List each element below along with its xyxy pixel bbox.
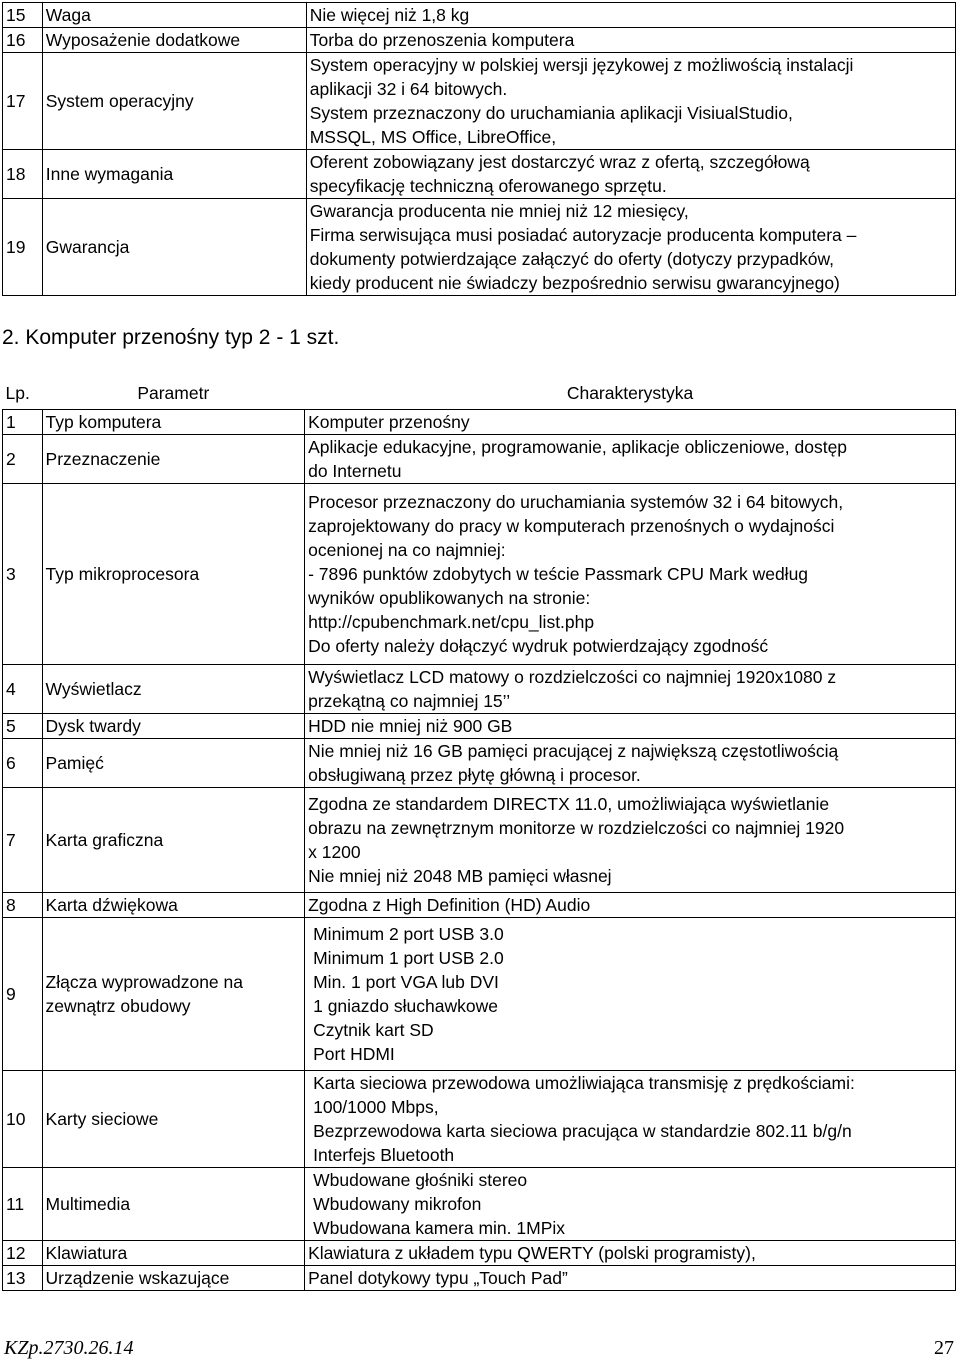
parameter-name: System operacyjny <box>42 53 306 150</box>
characteristic-line: Wyświetlacz LCD matowy o rozdzielczości co najmniej 1920x1080 z <box>308 667 837 687</box>
table-row <box>3 1168 956 1241</box>
section-heading: 2. Komputer przenośny typ 2 - 1 szt. <box>2 326 340 349</box>
characteristic-line: obsługiwaną przez płytę główną i procesor. <box>308 765 641 785</box>
parameter-name: Waga <box>42 3 306 28</box>
characteristic-line: x 1200 <box>308 842 361 862</box>
characteristic-line: Torba do przenoszenia komputera <box>309 30 575 50</box>
parameter-name-line: Typ komputera <box>45 412 162 432</box>
header-characteristics: Charakterystyka <box>305 377 956 410</box>
characteristic-line: Aplikacje edukacyjne, programowanie, aplikacje obliczeniowe, dostęp <box>308 437 848 457</box>
parameter-name: Wyposażenie dodatkowe <box>42 28 306 53</box>
parameter-name-line: Multimedia <box>45 1194 131 1214</box>
characteristic-line: 1 gniazdo słuchawkowe <box>313 996 498 1016</box>
spec-table-laptop-type-2 <box>2 377 956 1291</box>
page-number: 27 <box>934 1337 954 1359</box>
characteristic-line: obrazu na zewnętrznym monitorze w rozdzielczości co najmniej 1920 <box>308 818 845 838</box>
parameter-name-line: Złącza wyprowadzone na <box>45 972 243 992</box>
table-row <box>3 918 956 1071</box>
characteristic-line: Nie więcej niż 1,8 kg <box>309 5 470 25</box>
characteristic <box>306 28 955 53</box>
characteristic <box>305 918 956 1071</box>
row-number: 7 <box>3 788 43 893</box>
characteristic-line: Nie mniej niż 16 GB pamięci pracującej z największą częstotliwością <box>308 741 839 761</box>
characteristic-line: System przeznaczony do uruchamiania aplikacji VisiualStudio, <box>309 103 793 123</box>
characteristic <box>306 150 955 199</box>
spec-table-continued <box>2 2 956 296</box>
table-row <box>3 1266 956 1291</box>
characteristic-line: specyfikację techniczną oferowanego sprzętu. <box>309 176 667 196</box>
table-row <box>3 714 956 739</box>
table-row <box>3 28 956 53</box>
characteristic-line: Firma serwisująca musi posiadać autoryzacje producenta komputera – <box>309 225 857 245</box>
table-row <box>3 893 956 918</box>
characteristic-line: Minimum 1 port USB 2.0 <box>313 948 504 968</box>
characteristic <box>305 484 956 665</box>
characteristic-line: - 7896 punktów zdobytych w teście Passmark CPU Mark według <box>308 564 809 584</box>
parameter-name <box>42 1241 305 1266</box>
characteristic-line: Oferent zobowiązany jest dostarczyć wraz z ofertą, szczegółową <box>309 152 810 172</box>
parameter-name: Gwarancja <box>42 199 306 296</box>
row-number: 18 <box>3 150 43 199</box>
row-number: 12 <box>3 1241 43 1266</box>
table-row <box>3 410 956 435</box>
row-number: 9 <box>3 918 43 1071</box>
characteristic-line: Wbudowana kamera min. 1MPix <box>313 1218 566 1238</box>
characteristic-line: Wbudowane głośniki stereo <box>313 1170 528 1190</box>
characteristic <box>305 1168 956 1241</box>
parameter-name <box>42 1071 305 1168</box>
characteristic <box>305 665 956 714</box>
parameter-name <box>42 1168 305 1241</box>
row-number: 5 <box>3 714 43 739</box>
parameter-name <box>42 739 305 788</box>
characteristic-line: Klawiatura z układem typu QWERTY (polski programisty), <box>308 1243 756 1263</box>
spec-table-laptop-body <box>3 410 956 1291</box>
row-number: 6 <box>3 739 43 788</box>
characteristic-line: Nie mniej niż 2048 MB pamięci własnej <box>308 866 612 886</box>
parameter-name: Inne wymagania <box>42 150 306 199</box>
row-number: 4 <box>3 665 43 714</box>
characteristic-line: Panel dotykowy typu „Touch Pad” <box>308 1268 568 1288</box>
table-row <box>3 1241 956 1266</box>
characteristic-line: 100/1000 Mbps, <box>313 1097 439 1117</box>
parameter-name-line: Pamięć <box>45 753 104 773</box>
table-row <box>3 739 956 788</box>
parameter-name-line: Karty sieciowe <box>45 1109 159 1129</box>
parameter-name-line: Karta dźwiękowa <box>45 895 178 915</box>
parameter-name <box>42 435 305 484</box>
characteristic-line: przekątną co najmniej 15’’ <box>308 691 511 711</box>
parameter-name-line: Dysk twardy <box>45 716 141 736</box>
parameter-name-line: zewnątrz obudowy <box>45 996 191 1016</box>
row-number: 13 <box>3 1266 43 1291</box>
characteristic-line: http://cpubenchmark.net/cpu_list.php <box>308 612 595 632</box>
table-row <box>3 435 956 484</box>
parameter-name <box>42 1266 305 1291</box>
header-lp: Lp. <box>3 377 43 410</box>
characteristic-line: aplikacji 32 i 64 bitowych. <box>309 79 508 99</box>
row-number: 15 <box>3 3 43 28</box>
characteristic-line: Minimum 2 port USB 3.0 <box>313 924 504 944</box>
characteristic <box>305 1241 956 1266</box>
characteristic-line: wyników opublikowanych na stronie: <box>308 588 591 608</box>
table-row <box>3 3 956 28</box>
characteristic-line: Zgodna z High Definition (HD) Audio <box>308 895 591 915</box>
footer-document-code: KZp.2730.26.14 <box>4 1337 134 1359</box>
table-row <box>3 199 956 296</box>
parameter-name-line: Przeznaczenie <box>45 449 161 469</box>
characteristic-line: Zgodna ze standardem DIRECTX 11.0, umożliwiająca wyświetlanie <box>308 794 830 814</box>
characteristic-line: Karta sieciowa przewodowa umożliwiająca transmisję z prędkościami: <box>313 1073 855 1093</box>
characteristic-line: Min. 1 port VGA lub DVI <box>313 972 499 992</box>
parameter-name <box>42 714 305 739</box>
row-number: 19 <box>3 199 43 296</box>
characteristic <box>305 893 956 918</box>
characteristic <box>306 53 955 150</box>
row-number: 16 <box>3 28 43 53</box>
table-row <box>3 150 956 199</box>
parameter-name-line: Typ mikroprocesora <box>45 564 200 584</box>
table-header-row <box>3 377 956 410</box>
header-parameter: Parametr <box>42 377 305 410</box>
characteristic-line: zaprojektowany do pracy w komputerach przenośnych o wydajności <box>308 516 835 536</box>
characteristic-line: Wbudowany mikrofon <box>313 1194 482 1214</box>
row-number: 10 <box>3 1071 43 1168</box>
parameter-name <box>42 918 305 1071</box>
row-number: 1 <box>3 410 43 435</box>
characteristic-line: Procesor przeznaczony do uruchamiania systemów 32 i 64 bitowych, <box>308 492 844 512</box>
parameter-name <box>42 665 305 714</box>
parameter-name <box>42 410 305 435</box>
table-row <box>3 665 956 714</box>
characteristic <box>305 714 956 739</box>
parameter-name-line: Klawiatura <box>45 1243 128 1263</box>
parameter-name <box>42 484 305 665</box>
characteristic <box>306 199 955 296</box>
characteristic-line: dokumenty potwierdzające załączyć do oferty (dotyczy przypadków, <box>309 249 835 269</box>
characteristic-line: ocenionej na co najmniej: <box>308 540 506 560</box>
characteristic <box>306 3 955 28</box>
characteristic-line: HDD nie mniej niż 900 GB <box>308 716 513 736</box>
row-number: 8 <box>3 893 43 918</box>
characteristic <box>305 410 956 435</box>
row-number: 17 <box>3 53 43 150</box>
table-row <box>3 53 956 150</box>
parameter-name <box>42 893 305 918</box>
parameter-name <box>42 788 305 893</box>
characteristic-line: Czytnik kart SD <box>313 1020 434 1040</box>
spec-table-continued-body <box>3 3 956 296</box>
parameter-name-line: Karta graficzna <box>45 830 164 850</box>
characteristic-line: Do oferty należy dołączyć wydruk potwierdzający zgodność <box>308 636 769 656</box>
characteristic-line: Bezprzewodowa karta sieciowa pracująca w standardzie 802.11 b/g/n <box>313 1121 852 1141</box>
characteristic-line: Komputer przenośny <box>308 412 470 432</box>
parameter-name-line: Urządzenie wskazujące <box>45 1268 230 1288</box>
characteristic-line: MSSQL, MS Office, LibreOffice, <box>309 127 557 147</box>
characteristic-line: kiedy producent nie świadczy bezpośrednio serwisu gwarancyjnego) <box>309 273 840 293</box>
characteristic <box>305 788 956 893</box>
parameter-name-line: Wyświetlacz <box>45 679 142 699</box>
table-row <box>3 484 956 665</box>
characteristic-line: System operacyjny w polskiej wersji językowej z możliwością instalacji <box>309 55 854 75</box>
row-number: 2 <box>3 435 43 484</box>
characteristic <box>305 435 956 484</box>
characteristic-line: Gwarancja producenta nie mniej niż 12 miesięcy, <box>309 201 689 221</box>
characteristic <box>305 739 956 788</box>
characteristic-line: Port HDMI <box>313 1044 395 1064</box>
table-row <box>3 788 956 893</box>
characteristic-line: Interfejs Bluetooth <box>313 1145 455 1165</box>
characteristic <box>305 1071 956 1168</box>
characteristic <box>305 1266 956 1291</box>
row-number: 11 <box>3 1168 43 1241</box>
characteristic-line: do Internetu <box>308 461 402 481</box>
table-row <box>3 1071 956 1168</box>
row-number: 3 <box>3 484 43 665</box>
